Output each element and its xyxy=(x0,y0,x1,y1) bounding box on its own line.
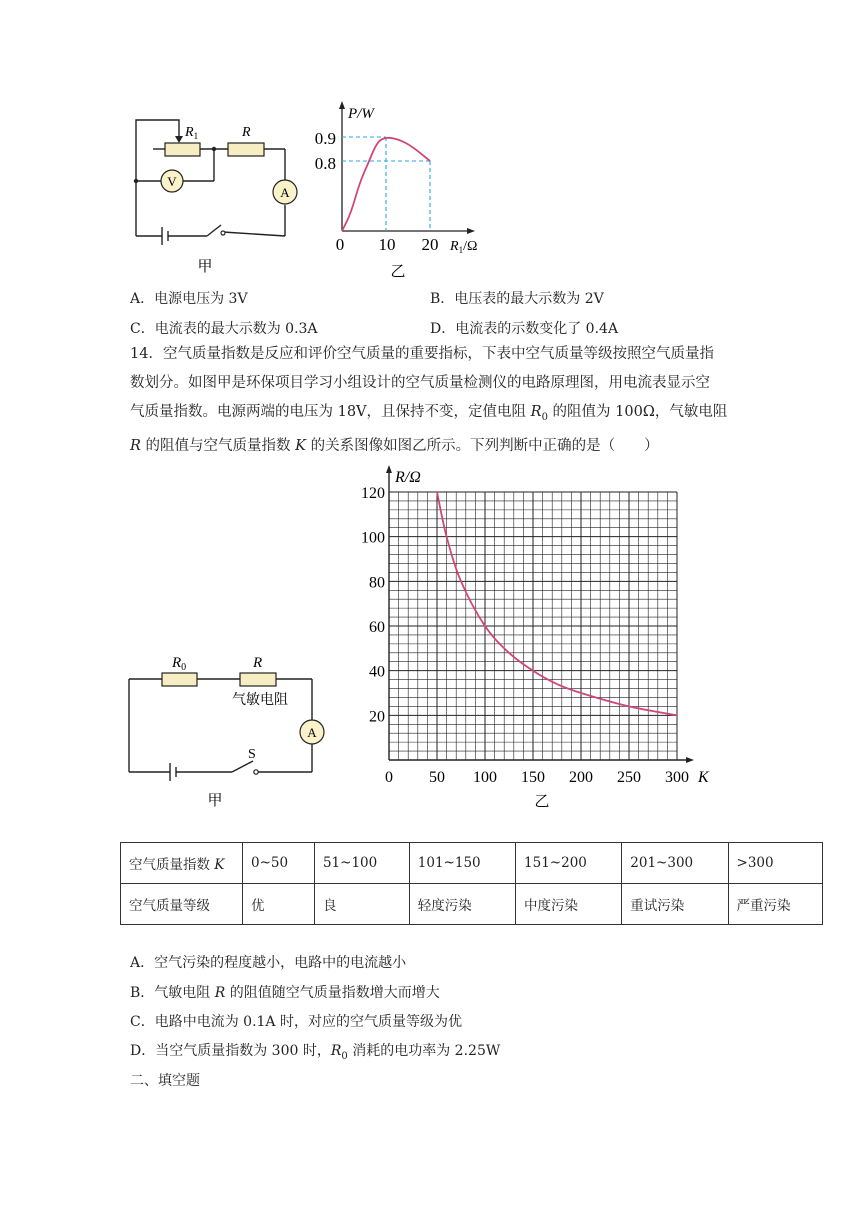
caption-yi-2: 乙 xyxy=(534,794,550,810)
r-label: R xyxy=(242,125,251,140)
table-cell: 良 xyxy=(314,884,409,925)
section-heading: 二、填空题 xyxy=(130,1073,200,1089)
table-cell: 严重污染 xyxy=(728,884,822,925)
q14-line4: R 的阻值与空气质量指数 K 的关系图像如图乙所示。下列判断中正确的是（ ） xyxy=(130,437,659,454)
graph1-x-label: $R_1/\Omega$ xyxy=(450,239,478,255)
r0-label: $R_0$ xyxy=(172,655,187,673)
switch-label: S xyxy=(248,747,256,762)
caption-yi-1: 乙 xyxy=(390,264,406,280)
sensor-label: 气敏电阻 xyxy=(232,693,288,708)
table-cell: 101~150 xyxy=(409,843,515,884)
graph1-ytick-09: 0.9 xyxy=(314,129,336,148)
table-cell: >300 xyxy=(728,843,822,884)
table-cell: 优 xyxy=(243,884,315,925)
graph1-xtick-0: 0 xyxy=(335,235,345,254)
q14-line3: 气质量指数。电源两端的电压为 18V，且保持不变，定值电阻 $R_0$ 的阻值为 100Ω，气敏电阻 xyxy=(130,404,728,423)
table-cell: 151~200 xyxy=(516,843,622,884)
table-cell: 201~300 xyxy=(622,843,728,884)
graph2-ytick: 100 xyxy=(361,529,385,547)
caption-jia-2: 甲 xyxy=(207,793,223,809)
q13-option-b[interactable]: B．电压表的最大示数为 2V xyxy=(430,291,604,307)
graph2-xtick: 250 xyxy=(617,769,641,786)
resistance-curve xyxy=(437,492,677,715)
air-quality-table xyxy=(120,842,823,925)
q14-line2: 数划分。如图甲是环保项目学习小组设计的空气质量检测仪的电路原理图，用电流表显示空 xyxy=(130,375,710,391)
table-cell: 重试污染 xyxy=(622,884,728,925)
table-cell: 0~50 xyxy=(243,843,315,884)
q13-option-a[interactable]: A．电源电压为 3V xyxy=(130,291,248,307)
q13-option-d[interactable]: D．电流表的示数变化了 0.4A xyxy=(430,321,619,337)
graph1-ytick-08: 0.8 xyxy=(314,154,336,173)
table-cell: 中度污染 xyxy=(516,884,622,925)
q14-option-c[interactable]: C．电路中电流为 0.1A 时，对应的空气质量等级为优 xyxy=(130,1014,462,1030)
power-graph xyxy=(305,98,500,283)
q14-stem xyxy=(130,340,745,461)
q14-option-d[interactable]: D．当空气质量指数为 300 时，$R_0$ 消耗的电功率为 2.25W xyxy=(130,1043,501,1062)
graph2-xtick: 0 xyxy=(385,769,393,786)
table-row xyxy=(121,843,823,884)
graph2-xtick: 150 xyxy=(521,769,545,786)
graph2-ytick: 20 xyxy=(369,708,385,726)
graph2-xtick: 300 xyxy=(665,769,689,786)
table-header-index: 空气质量指数 K xyxy=(121,843,243,884)
circuit-2 xyxy=(120,650,340,810)
voltmeter-label: V xyxy=(167,174,177,189)
q13-option-c[interactable]: C．电流表的最大示数为 0.3A xyxy=(130,321,318,337)
table-cell: 51~100 xyxy=(314,843,409,884)
table-header-level: 空气质量等级 xyxy=(121,884,243,925)
resistance-graph xyxy=(345,460,715,815)
graph1-y-label: P/W xyxy=(348,106,374,122)
caption-jia-1: 甲 xyxy=(197,259,213,275)
graph1-xtick-20: 20 xyxy=(421,235,439,254)
table-cell: 轻度污染 xyxy=(409,884,515,925)
graph1-xtick-10: 10 xyxy=(378,235,396,254)
r-label-2: R xyxy=(253,655,263,671)
q14-option-a[interactable]: A．空气污染的程度越小，电路中的电流越小 xyxy=(130,955,407,971)
graph2-x-label: K xyxy=(698,769,709,786)
r1-label: $R_1$ xyxy=(185,125,199,141)
ammeter-label-2: A xyxy=(307,725,317,740)
graph2-y-label: R/Ω xyxy=(395,469,421,486)
graph2-ytick: 40 xyxy=(369,663,385,681)
q14-option-b[interactable]: B．气敏电阻 R 的阻值随空气质量指数增大而增大 xyxy=(130,985,440,1001)
q14-line1: 14．空气质量指数是反应和评价空气质量的重要指标，下表中空气质量等级按照空气质量指 xyxy=(130,346,714,362)
table-row xyxy=(121,884,823,925)
graph2-xtick: 50 xyxy=(429,769,445,786)
graph2-ytick: 120 xyxy=(361,485,385,502)
graph2-xtick: 200 xyxy=(569,769,593,786)
circuit-1 xyxy=(125,108,305,283)
graph2-ytick: 60 xyxy=(369,619,385,636)
graph2-ytick: 80 xyxy=(369,574,385,592)
graph2-xtick: 100 xyxy=(473,769,497,786)
ammeter-label: A xyxy=(280,185,290,200)
